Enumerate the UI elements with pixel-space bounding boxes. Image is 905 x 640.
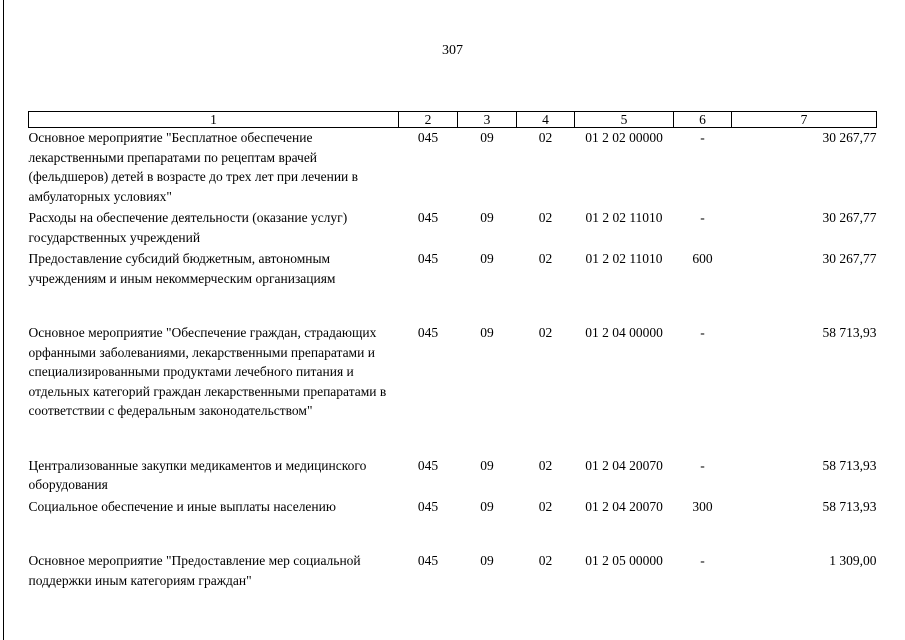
column-header-6: 6 (674, 112, 732, 128)
row-expense-type: - (700, 553, 705, 568)
page-edge-line (3, 0, 4, 640)
row-subsection-code: 02 (538, 251, 553, 266)
row-section-code: 09 (480, 498, 494, 514)
row-amount: 30 267,77 (822, 210, 877, 225)
row-expense-type: - (700, 457, 705, 473)
row-name: Расходы на обеспечение деятельности (оказание услуг) государственных учреждений (28, 210, 348, 245)
row-name: Основное мероприятие "Бесплатное обеспечение лекарственными препаратами по рецептам врачей (фельдшеров) детей в возрасте до трех лет при лечении в амбулаторных условиях" (28, 130, 359, 204)
row-name: Основное мероприятие "Обеспечение граждан, страдающих орфанными заболеваниями, лекарственными препаратами и специализированными продуктами лечебного питания и отдельных категорий граждан лекарственными препаратами в соответствии с федеральным законодательством" (28, 325, 387, 418)
row-amount: 58 713,93 (822, 457, 877, 473)
column-header-1: 1 (29, 112, 399, 128)
row-subsection-code: 02 (538, 498, 553, 514)
row-expense-type: - (700, 210, 705, 225)
table-row (29, 551, 877, 590)
table-row (29, 208, 877, 249)
row-name: Централизованные закупки медикаментов и медицинского оборудования (28, 457, 367, 492)
row-section-code: 09 (480, 130, 494, 145)
row-ministry-code: 045 (417, 457, 439, 473)
row-target-code: 01 2 04 20070 (585, 498, 663, 514)
row-subsection-code: 02 (538, 553, 553, 568)
row-section-code: 09 (480, 457, 494, 473)
row-target-code: 01 2 02 00000 (585, 130, 663, 145)
row-amount: 30 267,77 (822, 251, 877, 266)
table-row (29, 456, 877, 497)
row-amount: 30 267,77 (822, 130, 877, 145)
row-amount: 58 713,93 (822, 325, 877, 340)
row-target-code: 01 2 02 11010 (585, 210, 663, 225)
column-header-4: 4 (517, 112, 575, 128)
row-section-code: 09 (480, 325, 494, 340)
row-target-code: 01 2 05 00000 (585, 553, 663, 568)
row-amount: 1 309,00 (829, 553, 877, 568)
row-ministry-code: 045 (417, 251, 439, 266)
column-header-3: 3 (458, 112, 517, 128)
row-expense-type: 600 (692, 251, 713, 266)
page-number: 307 (442, 43, 463, 58)
table-row (29, 497, 877, 552)
column-header-2: 2 (399, 112, 458, 128)
row-ministry-code: 045 (417, 498, 439, 514)
table-row (29, 249, 877, 323)
row-section-code: 09 (480, 553, 494, 568)
row-subsection-code: 02 (538, 210, 553, 225)
row-ministry-code: 045 (417, 553, 439, 568)
table-row (29, 128, 877, 209)
budget-table (28, 111, 877, 590)
header-row (29, 112, 877, 128)
row-amount: 58 713,93 (822, 498, 877, 514)
row-name: Предоставление субсидий бюджетным, автономным учреждениям и иным некоммерческим организациям (28, 251, 336, 286)
row-section-code: 09 (480, 210, 494, 225)
row-expense-type: - (700, 325, 705, 340)
row-target-code: 01 2 02 11010 (585, 251, 663, 266)
row-subsection-code: 02 (538, 130, 553, 145)
row-ministry-code: 045 (417, 130, 439, 145)
row-section-code: 09 (480, 251, 494, 266)
column-header-5: 5 (575, 112, 674, 128)
row-target-code: 01 2 04 00000 (585, 325, 663, 340)
row-subsection-code: 02 (538, 325, 553, 340)
table-row (29, 323, 877, 456)
row-expense-type: 300 (692, 498, 713, 514)
column-header-7: 7 (732, 112, 877, 128)
row-expense-type: - (700, 130, 705, 145)
row-target-code: 01 2 04 20070 (585, 457, 663, 473)
row-subsection-code: 02 (538, 457, 553, 473)
row-name: Социальное обеспечение и иные выплаты населению (28, 498, 336, 514)
row-ministry-code: 045 (417, 210, 439, 225)
row-ministry-code: 045 (417, 325, 439, 340)
row-name: Основное мероприятие "Предоставление мер социальной поддержки иным категориям граждан" (28, 553, 361, 588)
